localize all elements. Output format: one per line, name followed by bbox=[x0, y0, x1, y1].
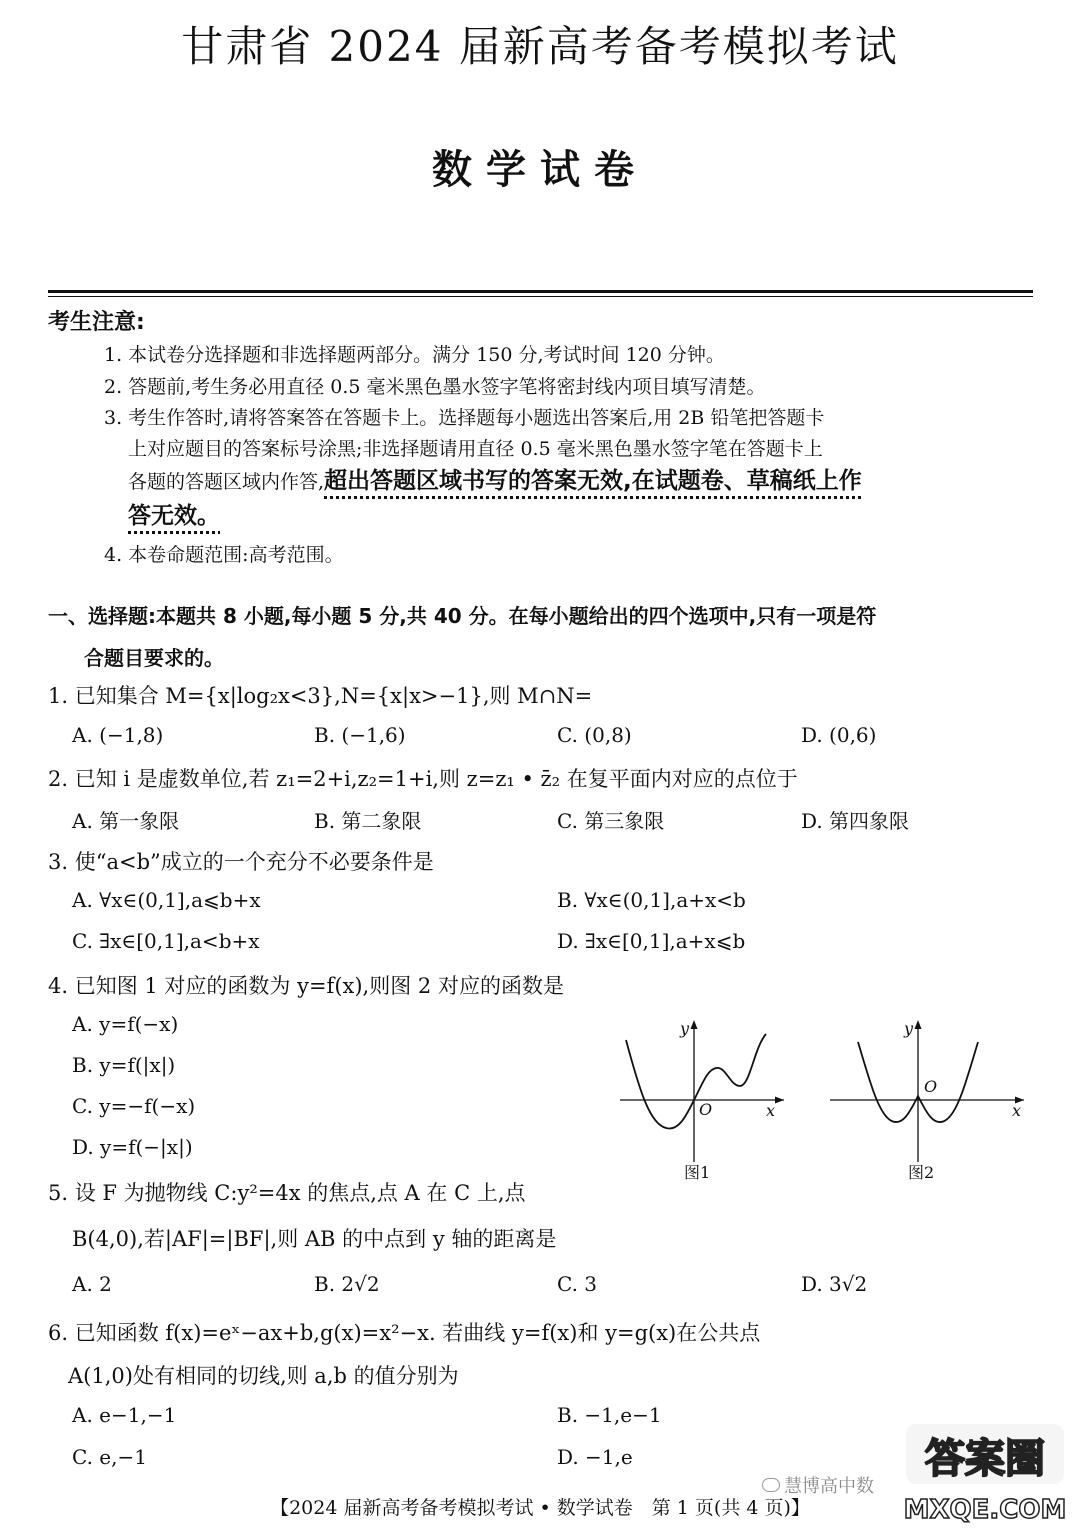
watermark-logo-text: 答案圈 bbox=[925, 1436, 1045, 1482]
fig1-x-label: x bbox=[766, 1101, 776, 1120]
watermark-logo-svg bbox=[900, 1418, 1070, 1528]
question-6-stem-cont: A(1,0)处有相同的切线,则 a,b 的值分别为 bbox=[68, 1364, 459, 1388]
exam-title: 甘肃省 2024 届新高考备考模拟考试 bbox=[181, 22, 899, 71]
notice-item-2: 2. 答题前,考生务必用直径 0.5 毫米黑色墨水签字笔将密封线内项目填写清楚。 bbox=[104, 376, 766, 398]
question-1-option-b: B. (−1,6) bbox=[314, 723, 406, 747]
header-rule-thin bbox=[48, 296, 1033, 297]
fig1-curve bbox=[626, 1034, 766, 1129]
notice-item-3-emphasis: 超出答题区域书写的答案无效,在试题卷、草稿纸上作 bbox=[324, 468, 862, 494]
question-6-option-a: A. e−1,−1 bbox=[72, 1403, 177, 1427]
question-2-option-c: C. 第三象限 bbox=[557, 809, 665, 833]
notice-item-3-line-2: 上对应题目的答案标号涂黑;非选择题请用直径 0.5 毫米黑色墨水签字笔在答题卡上 bbox=[128, 438, 823, 460]
fig2-caption: 图2 bbox=[908, 1163, 935, 1182]
question-2-option-d: D. 第四象限 bbox=[801, 809, 910, 833]
watermark-logo-url: MXQE.COM bbox=[903, 1495, 1067, 1525]
question-4-option-c: C. y=−f(−x) bbox=[72, 1094, 196, 1118]
question-5-option-c: C. 3 bbox=[557, 1272, 598, 1296]
question-5-stem-cont: B(4,0),若|AF|=|BF|,则 AB 的中点到 y 轴的距离是 bbox=[72, 1227, 557, 1251]
question-4-option-d: D. y=f(−|x|) bbox=[72, 1135, 193, 1159]
question-5-option-d: D. 3√2 bbox=[801, 1272, 868, 1296]
watermark-account bbox=[762, 1472, 874, 1498]
question-4-option-b: B. y=f(|x|) bbox=[72, 1053, 176, 1077]
question-1-option-c: C. (0,8) bbox=[557, 723, 632, 747]
question-1-option-a: A. (−1,8) bbox=[72, 723, 164, 747]
question-3-option-d: D. ∃x∈[0,1],a+x⩽b bbox=[557, 929, 746, 953]
question-1-stem: 1. 已知集合 M={x|log₂x<3},N={x|x>−1},则 M∩N= bbox=[48, 684, 593, 708]
question-4-option-a: A. y=f(−x) bbox=[72, 1012, 179, 1036]
watermark-logo bbox=[900, 1418, 1070, 1528]
question-6-option-c: C. e,−1 bbox=[72, 1445, 147, 1469]
question-2-option-a: A. 第一象限 bbox=[72, 809, 180, 833]
fig1-y-arrow bbox=[691, 1020, 698, 1029]
fig2-y-label: y bbox=[904, 1019, 914, 1038]
fig2-x-label: x bbox=[1012, 1101, 1022, 1120]
notice-item-4: 4. 本卷命题范围:高考范围。 bbox=[104, 544, 344, 566]
question-2-stem: 2. 已知 i 是虚数单位,若 z₁=2+i,z₂=1+i,则 z=z₁ • z̄₂ 在复平面内对应的点位于 bbox=[48, 767, 798, 791]
question-5-option-a: A. 2 bbox=[72, 1272, 112, 1296]
watermark-account-name: 慧博高中数 bbox=[784, 1476, 874, 1497]
exam-subtitle: 数学试卷 bbox=[432, 147, 648, 193]
question-4-stem: 4. 已知图 1 对应的函数为 y=f(x),则图 2 对应的函数是 bbox=[48, 974, 564, 998]
question-5-stem: 5. 设 F 为抛物线 C:y²=4x 的焦点,点 A 在 C 上,点 bbox=[48, 1181, 526, 1205]
function-graphs-svg bbox=[612, 1012, 1037, 1192]
notice-item-3-line-1: 3. 考生作答时,请将答案答在答题卡上。选择题每小题选出答案后,用 2B 铅笔把答题卡 bbox=[104, 407, 825, 429]
notice-item-3-emphasis-end: 答无效。 bbox=[128, 503, 220, 529]
section-heading: 一、选择题:本题共 8 小题,每小题 5 分,共 40 分。在每小题给出的四个选项中,只有一项是符 bbox=[48, 604, 877, 628]
notice-item-3-line-3 bbox=[128, 462, 862, 495]
fig1-y-label: y bbox=[680, 1019, 690, 1038]
page-footer: 【2024 届新高考备考模拟考试 • 数学试卷 第 1 页(共 4 页)】 bbox=[270, 1497, 810, 1519]
section-heading-cont: 合题目要求的。 bbox=[84, 646, 224, 670]
fig1-origin-label: O bbox=[699, 1100, 713, 1119]
question-3-option-c: C. ∃x∈[0,1],a<b+x bbox=[72, 929, 260, 953]
question-6-stem: 6. 已知函数 f(x)=eˣ−ax+b,g(x)=x²−x. 若曲线 y=f(x)和 y=g(x)在公共点 bbox=[48, 1321, 761, 1345]
figure-1 bbox=[620, 1019, 784, 1182]
figure-2 bbox=[830, 1019, 1024, 1182]
question-3-stem: 3. 使“a<b”成立的一个充分不必要条件是 bbox=[48, 850, 434, 874]
question-1-option-d: D. (0,6) bbox=[801, 723, 877, 747]
question-5-option-b: B. 2√2 bbox=[314, 1272, 380, 1296]
question-6-option-b: B. −1,e−1 bbox=[557, 1403, 662, 1427]
fig1-x-arrow bbox=[775, 1097, 784, 1104]
question-3-option-b: B. ∀x∈(0,1],a+x<b bbox=[557, 888, 746, 912]
fig1-caption: 图1 bbox=[684, 1163, 711, 1182]
notice-item-3-plain: 各题的答题区域内作答, bbox=[128, 471, 325, 493]
question-3-option-a: A. ∀x∈(0,1],a⩽b+x bbox=[72, 888, 261, 912]
wechat-icon bbox=[762, 1478, 780, 1492]
function-graphs-figure bbox=[612, 1012, 1037, 1192]
header-rule-thick bbox=[48, 290, 1033, 293]
fig2-origin-label: O bbox=[924, 1077, 938, 1096]
notice-heading: 考生注意: bbox=[48, 310, 145, 335]
question-2-option-b: B. 第二象限 bbox=[314, 809, 422, 833]
notice-item-1: 1. 本试卷分选择题和非选择题两部分。满分 150 分,考试时间 120 分钟。 bbox=[104, 344, 725, 366]
fig2-y-arrow bbox=[915, 1020, 922, 1029]
question-6-option-d: D. −1,e bbox=[557, 1445, 633, 1469]
